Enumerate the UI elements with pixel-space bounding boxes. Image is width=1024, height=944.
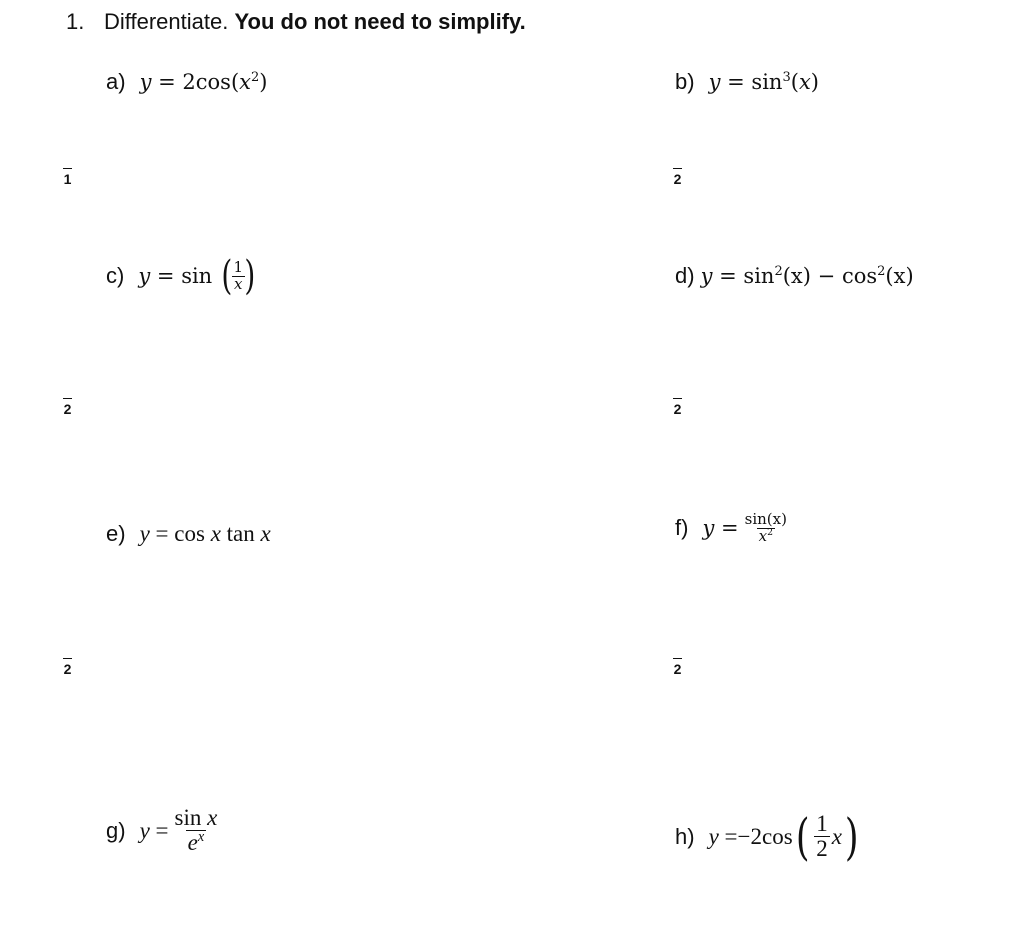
problem-c-label: c) — [106, 263, 125, 288]
points-b: 2 — [673, 168, 682, 188]
problem-c-fraction: $\frac{1}{x}$ — [233, 257, 244, 293]
problem-d — [675, 260, 914, 292]
left-paren-icon: ( — [221, 253, 233, 299]
points-c: 2 — [63, 398, 72, 418]
problem-e-expression: y = cos x tan x — [139, 521, 271, 546]
right-paren-icon: ) — [244, 253, 256, 299]
problem-b-label: b) — [675, 69, 695, 94]
problem-a-label: a) — [106, 69, 126, 94]
problem-f — [675, 512, 793, 545]
left-paren-icon: ( — [795, 807, 810, 866]
points-d: 2 — [673, 398, 682, 418]
right-paren-icon: ) — [844, 807, 859, 866]
problem-h — [675, 807, 861, 866]
problem-a-expression: $y = 2\cos(x^2)$ — [139, 69, 268, 94]
problem-f-expression: y = $\frac{\sin(x)}{x^2}$ — [702, 510, 787, 545]
points-f: 2 — [673, 658, 682, 678]
problem-h-fraction: $\frac{1}{2}$ — [816, 811, 828, 862]
problem-d-expression: $y = \sin^2(x) - \cos^2(x)$ — [700, 263, 914, 288]
problem-f-fraction: $\frac{\sin(x)}{x^2}$ — [744, 510, 787, 545]
problem-e-label: e) — [106, 521, 126, 546]
problem-g — [106, 806, 223, 855]
problem-h-expression: y = −2 cos ( $\frac{1}{2}$ x ) — [708, 807, 859, 866]
problem-b-expression: $y = \sin^3(x)$ — [708, 69, 819, 94]
question-instruction: Differentiate. — [104, 9, 229, 34]
question-heading — [66, 6, 526, 38]
problem-g-label: g) — [106, 817, 126, 843]
problem-g-expression: y = $\frac{\text{sin x}}{e^x}$ — [139, 805, 218, 856]
problem-c-expression: y = sin ( $\frac{1}{x}$ ) — [138, 253, 256, 299]
question-number: 1. — [66, 9, 85, 34]
problem-a — [106, 66, 268, 98]
problem-e — [106, 518, 271, 550]
points-a: 1 — [63, 168, 72, 188]
problem-g-fraction: $\frac{\text{sin x}}{e^x}$ — [174, 805, 218, 856]
points-e: 2 — [63, 658, 72, 678]
problem-b — [675, 66, 819, 98]
problem-d-label: d) — [675, 263, 695, 288]
question-emphasis: You do not need to simplify. — [234, 9, 526, 34]
problem-h-label: h) — [675, 823, 695, 849]
problem-c — [106, 253, 258, 299]
problem-f-label: f) — [675, 515, 689, 541]
